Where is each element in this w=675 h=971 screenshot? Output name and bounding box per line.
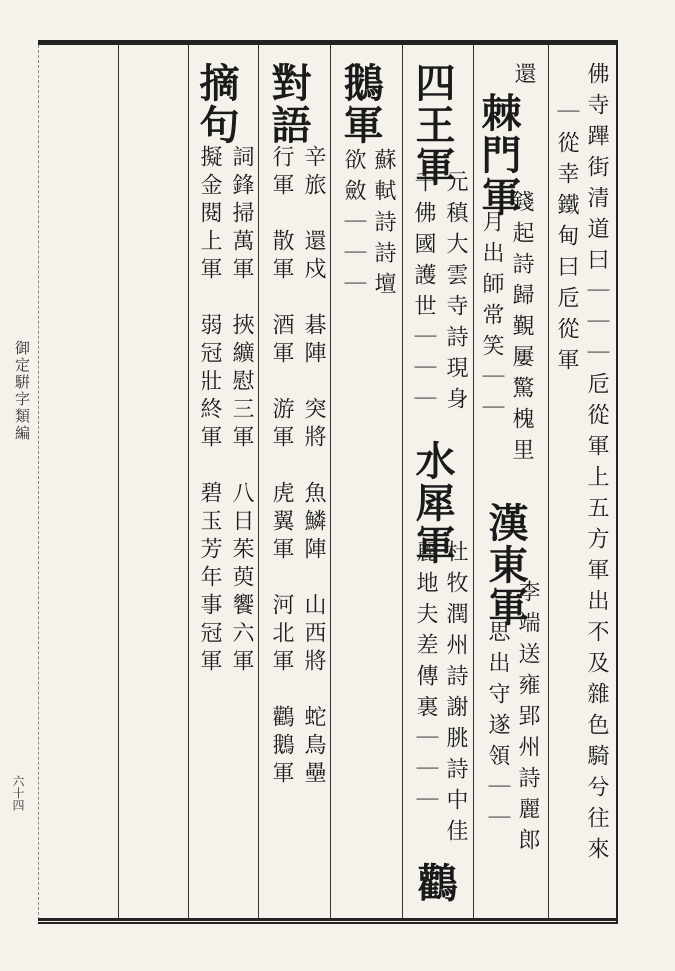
folio-number: 六十四 — [11, 775, 25, 811]
column-text: 月出師常笑｜｜ — [479, 210, 504, 427]
column-text: 思出守遂領｜｜ — [485, 620, 510, 837]
column-text: 蘇軾詩詩壇 — [371, 148, 396, 303]
column-divider — [188, 45, 189, 918]
text-column — [516, 580, 538, 859]
heading-text: 鸛 — [411, 862, 458, 904]
heading-text: 漢東軍 — [482, 502, 529, 628]
column-divider — [118, 45, 119, 918]
column-text: 元稹大雲寺詩現身 — [443, 170, 468, 418]
text-column — [372, 148, 394, 303]
heading-text: 水犀軍 — [409, 440, 456, 566]
heading — [265, 62, 312, 146]
text-column — [444, 540, 466, 850]
heading-text: 對語 — [265, 62, 312, 146]
column-text: 麗地夫差傳裏｜｜｜ — [413, 540, 438, 819]
column-text: 杜牧潤州詩謝朓詩中佳 — [443, 540, 468, 850]
column-text: 還 — [511, 62, 536, 90]
text-column — [480, 210, 502, 427]
heading — [411, 862, 458, 904]
text-column — [270, 145, 292, 789]
column-text: ｜從幸鐵甸曰卮從軍 — [554, 100, 579, 379]
column-divider — [402, 45, 403, 918]
heading — [337, 62, 384, 146]
heading-text: 摘句 — [193, 62, 240, 146]
text-column — [512, 62, 534, 90]
column-divider — [548, 45, 549, 918]
heading-text: 四王軍 — [409, 62, 456, 188]
heading-text: 鵝軍 — [337, 62, 384, 146]
text-column — [230, 145, 252, 677]
heading-text: 棘門軍 — [475, 92, 522, 218]
column-text: 李端送雍郢州詩麗郎 — [515, 580, 540, 859]
column-text: 佛寺蹕街清道曰｜｜｜卮從軍上五方軍出不及雜色騎兮往來 — [584, 62, 609, 868]
text-column — [510, 190, 532, 469]
column-divider — [473, 45, 474, 918]
text-column — [444, 170, 466, 418]
column-text: 擬金閱上軍 弱冠壯終軍 碧玉芳年事冠軍 — [197, 145, 222, 677]
column-text: 千佛國護世｜｜｜ — [411, 170, 436, 418]
text-column — [198, 145, 220, 677]
text-column — [486, 620, 508, 837]
text-column — [414, 540, 436, 819]
column-text: 欲斂｜｜｜ — [341, 148, 366, 303]
column-text: 行軍 散軍 酒軍 游軍 虎翼軍 河北軍 鸛鵝軍 — [269, 145, 294, 789]
book-title: 御定騈字類編 — [13, 340, 31, 442]
text-column — [342, 148, 364, 303]
column-text: 錢起詩歸覲屢驚槐里 — [509, 190, 534, 469]
column-divider — [258, 45, 259, 918]
text-column — [302, 145, 324, 789]
page-margin — [0, 40, 39, 920]
text-column — [412, 170, 434, 418]
text-column — [585, 62, 607, 868]
column-text: 辛旅 還戍 碁陣 突將 魚鱗陣 山西將 蛇鳥壘 — [301, 145, 326, 789]
column-divider — [330, 45, 331, 918]
heading — [193, 62, 240, 146]
column-text: 詞鋒掃萬軍 挾纊慰三軍 八日茱萸饗六軍 — [229, 145, 254, 677]
text-column — [555, 100, 577, 379]
